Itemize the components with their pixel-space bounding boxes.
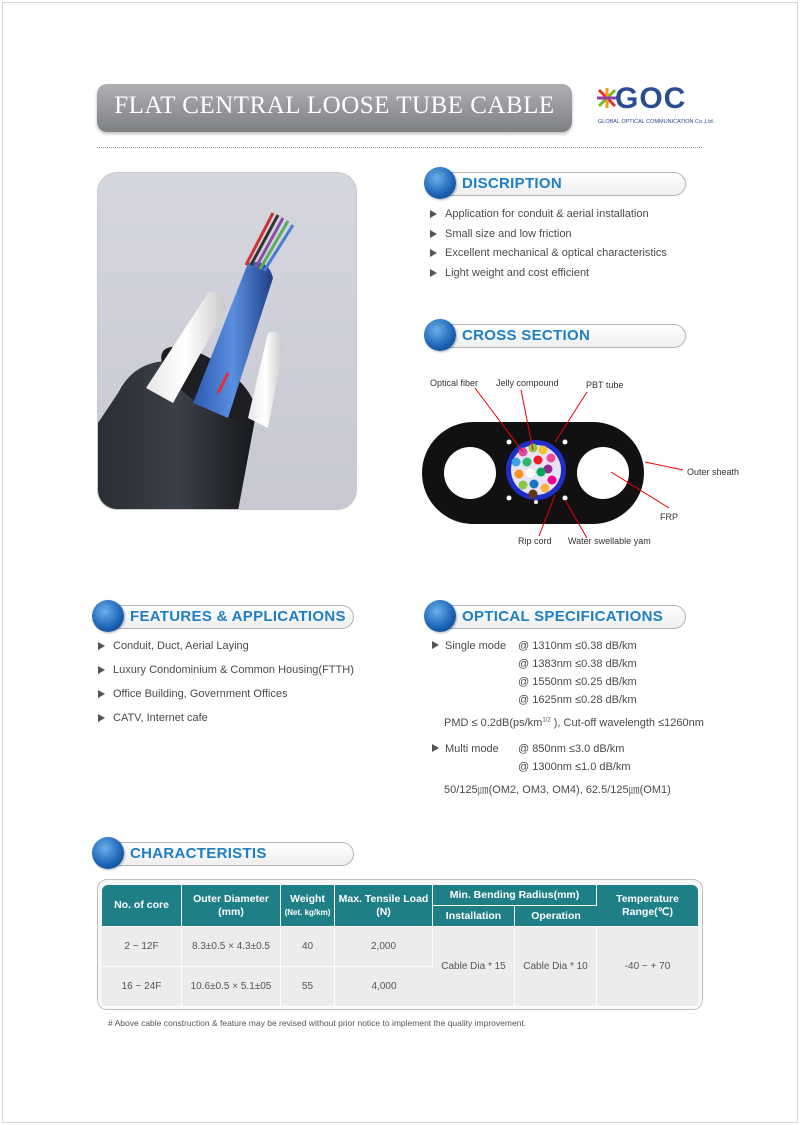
features-header [92,605,354,629]
logo-subtitle: GLOBAL OPTICAL COMMUNICATION Co.,Ltd. [598,119,715,125]
header-outer-diameter: Outer Diameter (mm) [182,885,281,927]
spec-line: @ 1550nm ≤0.25 dB/km [518,676,637,688]
divider [97,147,702,148]
list-item: Light weight and cost efficient [430,267,667,287]
cable-illustration-icon [98,173,357,510]
cell-operation: Cable Dia * 10 [515,927,597,1007]
features-list [98,640,354,736]
header-cores: No. of core [102,885,182,927]
cell-cores: 16 ~ 24F [102,967,182,1007]
table-row [102,927,698,967]
description-heading: DISCRIPTION [462,175,562,192]
characteristics-table-frame [97,879,703,1010]
label-outer-sheath: Outer sheath [687,467,740,477]
list-item: Conduit, Duct, Aerial Laying [98,640,354,664]
label-optical-fiber: Optical fiber [430,378,479,388]
spec-line: @ 1300nm ≤1.0 dB/km [518,761,631,773]
optical-header [424,605,686,629]
features-heading: FEATURES & APPLICATIONS [130,608,346,625]
header-tensile: Max. Tensile Load (N) [335,885,433,927]
cross-section-diagram [415,370,715,550]
label-pbt-tube: PBT tube [586,380,624,390]
optical-heading: OPTICAL SPECIFICATIONS [462,608,664,625]
label-water-swellable: Water swellable yam [568,536,651,546]
cell-weight: 40 [281,927,335,967]
multi-mode-label: Multi mode [432,743,499,755]
bullet-ball-icon [92,837,124,869]
label-rip-cord: Rip cord [518,536,552,546]
bullet-ball-icon [92,600,124,632]
list-item: Small size and low friction [430,228,667,248]
cell-outer-diameter: 8.3±0.5 × 4.3±0.5 [182,927,281,967]
bullet-ball-icon [424,167,456,199]
single-mode-label: Single mode [432,640,506,652]
characteristics-header [92,842,354,866]
cell-tensile: 2,000 [335,927,433,967]
header-operation: Operation [515,906,597,927]
pmd-line: PMD ≤ $0.2dB(ps/km^{1/2}$ ), Cut-off wavelength ≤1260nm [444,717,704,729]
label-frp: FRP [660,512,678,522]
header-temperature: Temperature Range(℃) [597,885,698,927]
description-header [424,172,686,196]
list-item: CATV, Internet cafe [98,712,354,736]
multi-mode-note: 50/125㎛(OM2, OM3, OM4), 62.5/125㎛(OM1) [444,784,671,796]
list-item: Application for conduit & aerial installation [430,208,667,228]
spec-line: @ 1310nm ≤0.38 dB/km [518,640,637,652]
characteristics-heading: CHARACTERISTIS [130,845,267,862]
logo-text: GOC [615,82,687,115]
cell-cores: 2 ~ 12F [102,927,182,967]
spec-line: @ 1383nm ≤0.38 dB/km [518,658,637,670]
cross-section-header [424,324,686,348]
cell-tensile: 4,000 [335,967,433,1007]
cell-installation: Cable Dia * 15 [433,927,515,1007]
list-item: Office Building, Government Offices [98,688,354,712]
cable-photo [97,172,357,510]
list-item: Excellent mechanical & optical characteristics [430,247,667,267]
cell-outer-diameter: 10.6±0.5 × 5.1±05 [182,967,281,1007]
header-bending: Min. Bending Radius(mm) [433,885,597,906]
cell-temperature: -40 ~ + 70 [597,927,698,1007]
bullet-ball-icon [424,600,456,632]
cell-weight: 55 [281,967,335,1007]
label-jelly-compound: Jelly compound [496,378,559,388]
page-title: FLAT CENTRAL LOOSE TUBE CABLE [114,92,555,119]
bullet-ball-icon [424,319,456,351]
spec-line: @ 1625nm ≤0.28 dB/km [518,694,637,706]
header-weight: Weight (Net. kg/km) [281,885,335,927]
list-item: Luxury Condominium & Common Housing(FTTH) [98,664,354,688]
characteristics-table [102,885,698,1007]
cross-section-heading: CROSS SECTION [462,327,591,344]
title-bar [97,84,572,132]
revision-note: # Above cable construction & feature may be revised without prior notice to implement the quality improvement. [108,1018,527,1028]
header-installation: Installation [433,906,515,927]
description-list [430,208,667,286]
spec-line: @ 850nm ≤3.0 dB/km [518,743,625,755]
